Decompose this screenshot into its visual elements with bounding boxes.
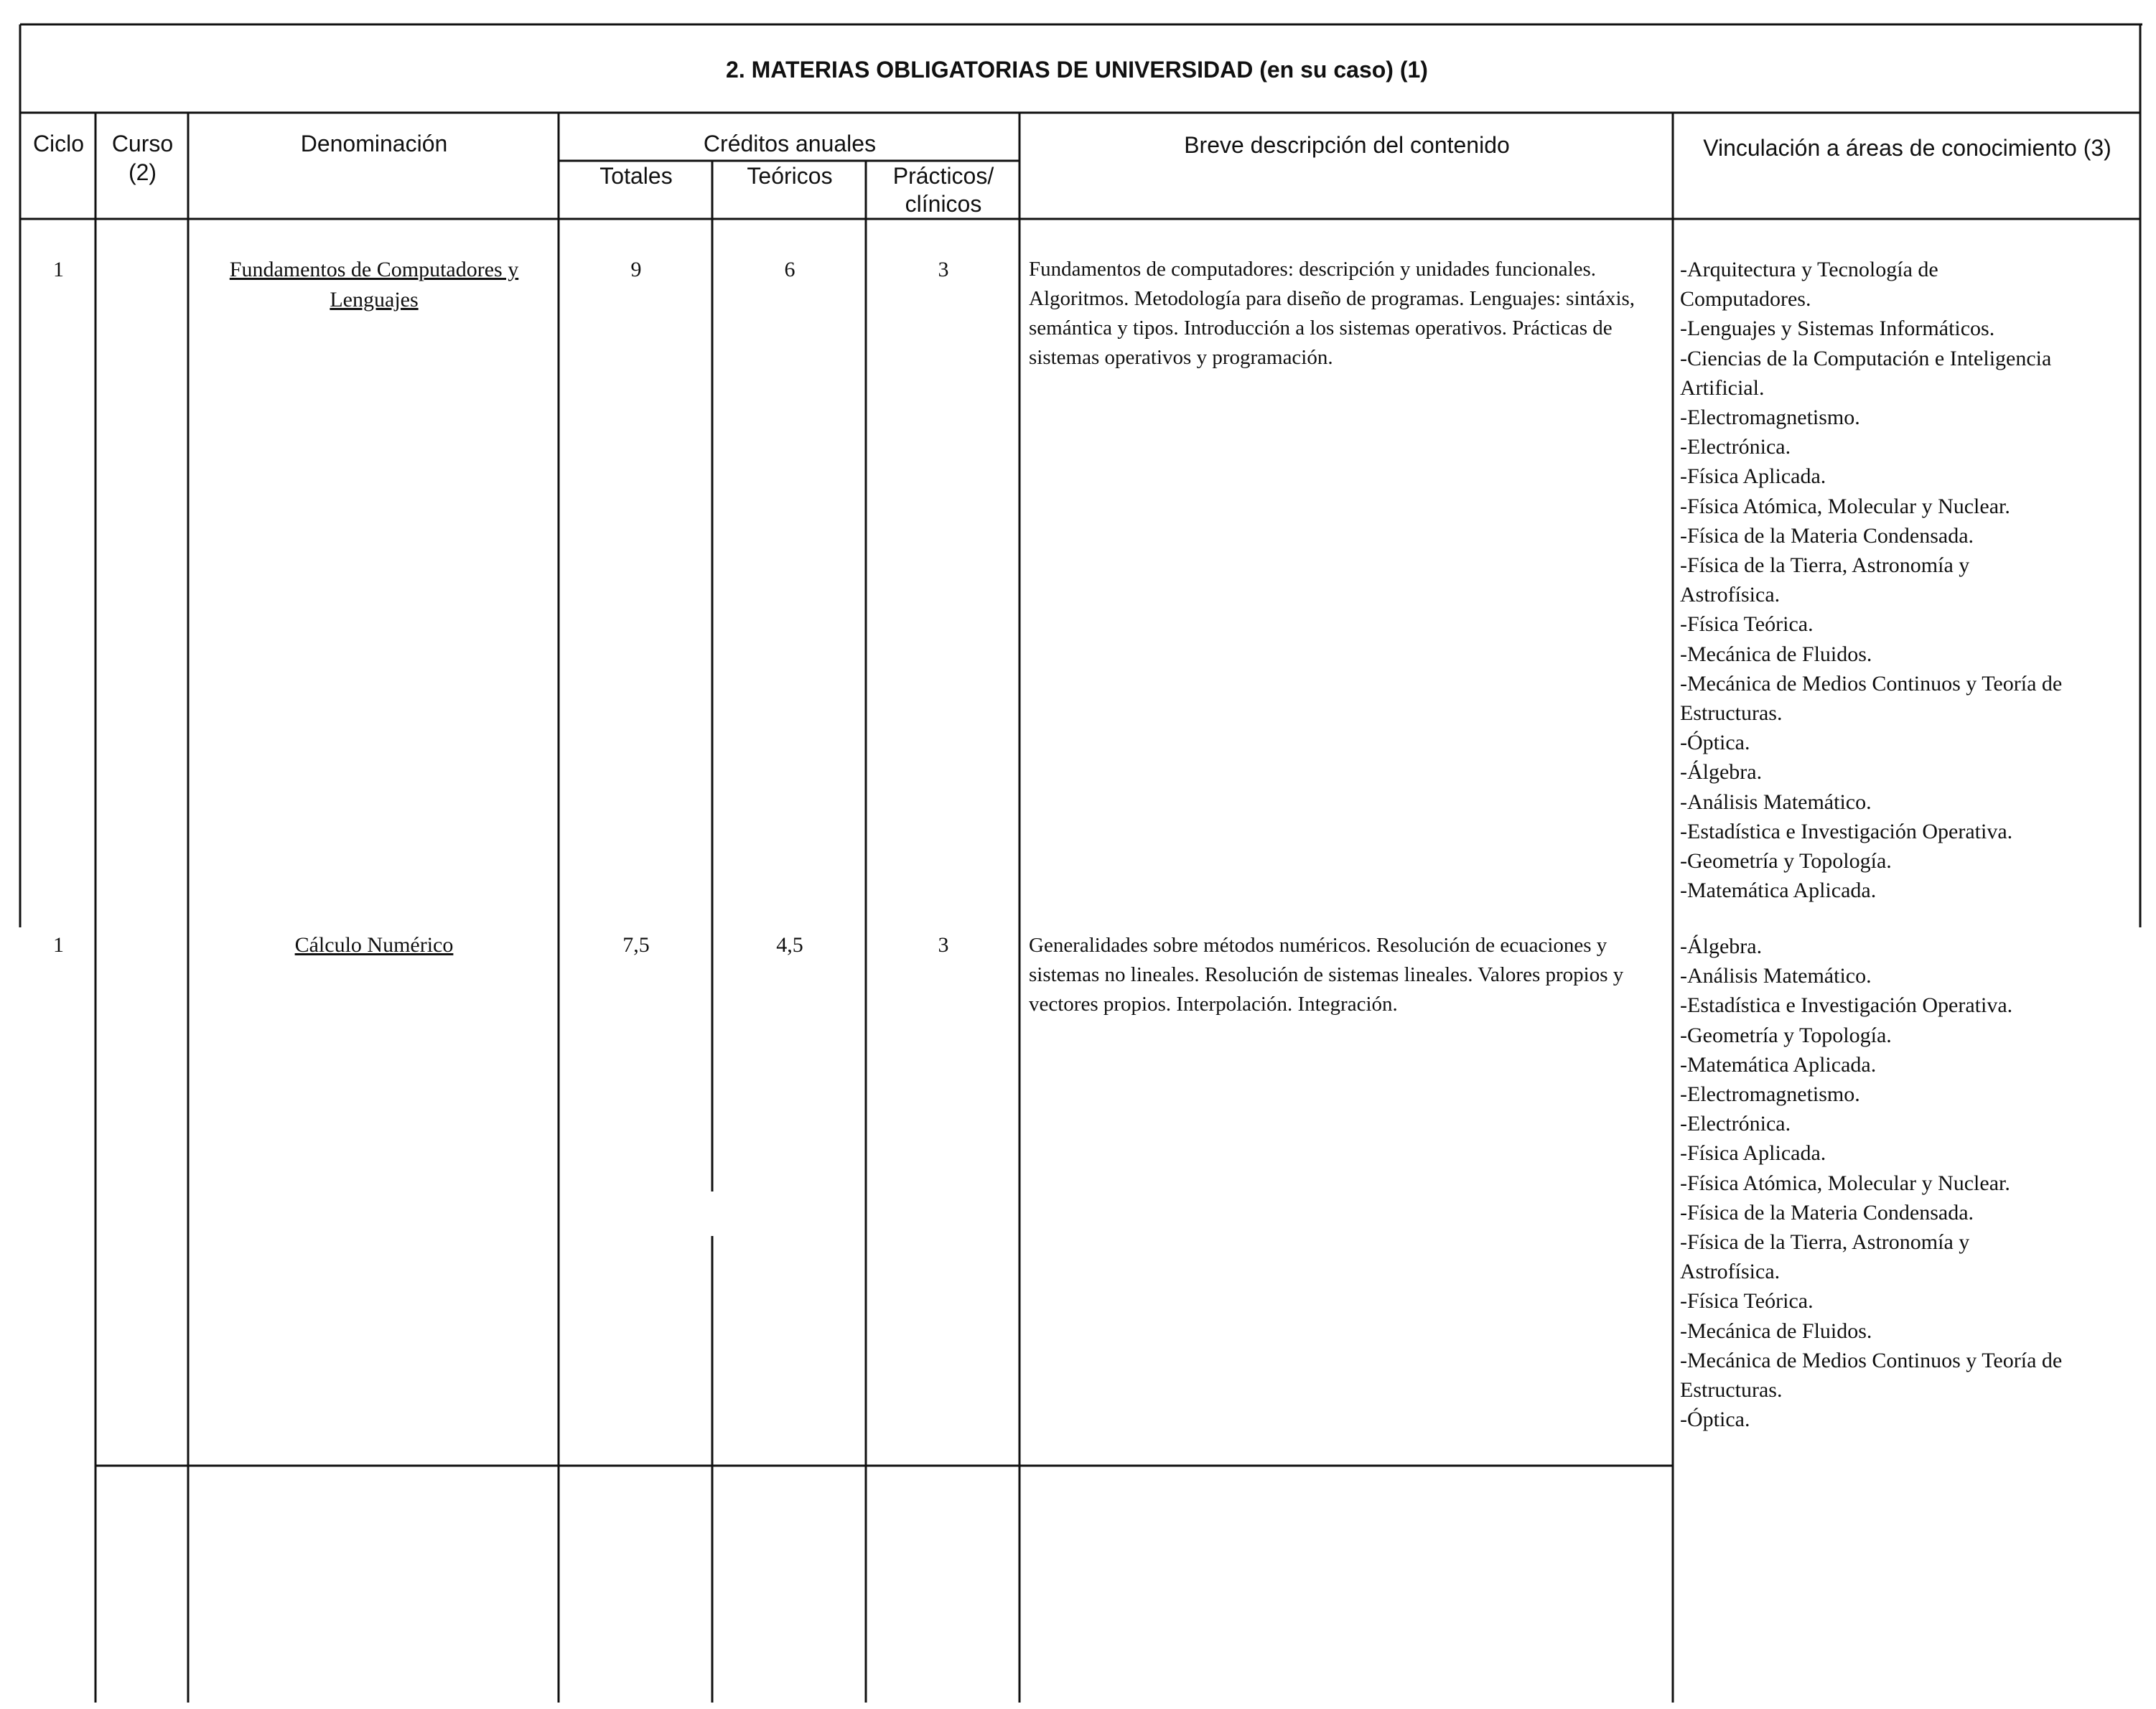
- area-item: -Física Atómica, Molecular y Nuclear.: [1680, 1171, 2010, 1195]
- area-item: -Estadística e Investigación Operativa.: [1680, 819, 2013, 843]
- header-ciclo: Ciclo: [32, 131, 85, 156]
- row1-areas-list: [1680, 255, 2062, 905]
- header-creditos-anuales: Créditos anuales: [703, 131, 877, 156]
- row2-areas-list: [1680, 932, 2062, 1434]
- area-item: -Óptica.: [1680, 731, 1750, 755]
- area-item: -Matemática Aplicada.: [1680, 879, 1877, 903]
- header-descripcion: Breve descripción del contenido: [1184, 132, 1510, 158]
- row1-teoricos: 6: [784, 258, 795, 281]
- row2-totales: 7,5: [622, 933, 650, 957]
- area-item: -Física Teórica.: [1680, 612, 1814, 637]
- header-teoricos: Teóricos: [747, 163, 833, 189]
- row2-teoricos: 4,5: [776, 933, 803, 957]
- area-item: -Física Teórica.: [1680, 1289, 1814, 1314]
- area-item: Artificial.: [1680, 375, 1765, 400]
- header-curso: Curso: [111, 131, 174, 156]
- area-item: -Física de la Tierra, Astronomía y: [1680, 553, 1970, 578]
- row1-practicos: 3: [938, 258, 949, 281]
- header-totales: Totales: [599, 163, 673, 189]
- area-item: -Física Aplicada.: [1680, 1141, 1826, 1166]
- table-title: 2. MATERIAS OBLIGATORIAS DE UNIVERSIDAD (en su caso) (1): [726, 57, 1428, 83]
- area-item: -Electromagnetismo.: [1680, 406, 1860, 430]
- area-item: -Geometría y Topología.: [1680, 1023, 1892, 1047]
- area-item: -Álgebra.: [1680, 760, 1763, 785]
- area-item: -Electrónica.: [1680, 435, 1791, 459]
- area-item: -Mecánica de Fluidos.: [1680, 1319, 1872, 1343]
- area-item: -Lenguajes y Sistemas Informáticos.: [1680, 317, 1995, 341]
- area-item: -Geometría y Topología.: [1680, 849, 1892, 874]
- area-item: -Arquitectura y Tecnología de: [1680, 258, 1938, 281]
- area-item: -Electromagnetismo.: [1680, 1082, 1860, 1107]
- area-item: Estructuras.: [1680, 701, 1783, 726]
- area-item: -Física de la Materia Condensada.: [1680, 523, 1974, 548]
- area-item: -Mecánica de Fluidos.: [1680, 642, 1872, 666]
- area-item: -Física de la Materia Condensada.: [1680, 1200, 1974, 1225]
- area-item: -Mecánica de Medios Continuos y Teoría de: [1680, 671, 2063, 696]
- area-item: Estructuras.: [1680, 1378, 1783, 1403]
- area-item: -Estadística e Investigación Operativa.: [1680, 993, 2013, 1018]
- header-curso-note: (2): [128, 159, 157, 185]
- area-item: -Electrónica.: [1680, 1112, 1791, 1136]
- header-practicos-line1: Prácticos/: [892, 163, 994, 189]
- area-item: -Física Aplicada.: [1680, 464, 1826, 489]
- area-item: Astrofísica.: [1680, 583, 1781, 607]
- area-item: -Mecánica de Medios Continuos y Teoría de: [1680, 1348, 2063, 1372]
- area-item: -Física de la Tierra, Astronomía y: [1680, 1230, 1970, 1255]
- area-item: -Álgebra.: [1680, 935, 1763, 958]
- area-item: -Óptica.: [1680, 1408, 1750, 1432]
- area-item: Astrofísica.: [1680, 1260, 1781, 1284]
- row2-practicos: 3: [938, 933, 949, 957]
- area-item: -Análisis Matemático.: [1680, 964, 1872, 988]
- row1-ciclo: 1: [53, 258, 64, 281]
- area-item: -Matemática Aplicada.: [1680, 1052, 1877, 1077]
- area-item: -Ciencias de la Computación e Inteligencia: [1680, 346, 2052, 370]
- header-practicos-line2: clínicos: [905, 191, 982, 217]
- header-denominacion: Denominación: [300, 131, 448, 156]
- row1-descripcion: Fundamentos de computadores: descripción y unidades funcionales. Algoritmos. Metodología para diseño de programas. Lenguajes: sintáxis, semántica y tipos. Introducción a los sistemas operativos. Prácticas de sistemas operativos y programación.: [1029, 258, 1635, 369]
- row2-descripcion: Generalidades sobre métodos numéricos. Resolución de ecuaciones y sistemas no lineales. Resolución de sistemas lineales. Valores propios y vectores propios. Interpolación. Integración.: [1029, 934, 1624, 1016]
- header-vinculacion: Vinculación a áreas de conocimiento (3): [1703, 135, 2111, 161]
- row1-totales: 9: [630, 258, 642, 281]
- area-item: -Física Atómica, Molecular y Nuclear.: [1680, 494, 2010, 518]
- row2-denominacion: Cálculo Numérico: [294, 933, 454, 957]
- area-item: Computadores.: [1680, 287, 1811, 312]
- row1-denominacion: Fundamentos de Computadores y Lenguajes: [229, 258, 519, 312]
- area-item: -Análisis Matemático.: [1680, 790, 1872, 814]
- row2-ciclo: 1: [53, 933, 64, 957]
